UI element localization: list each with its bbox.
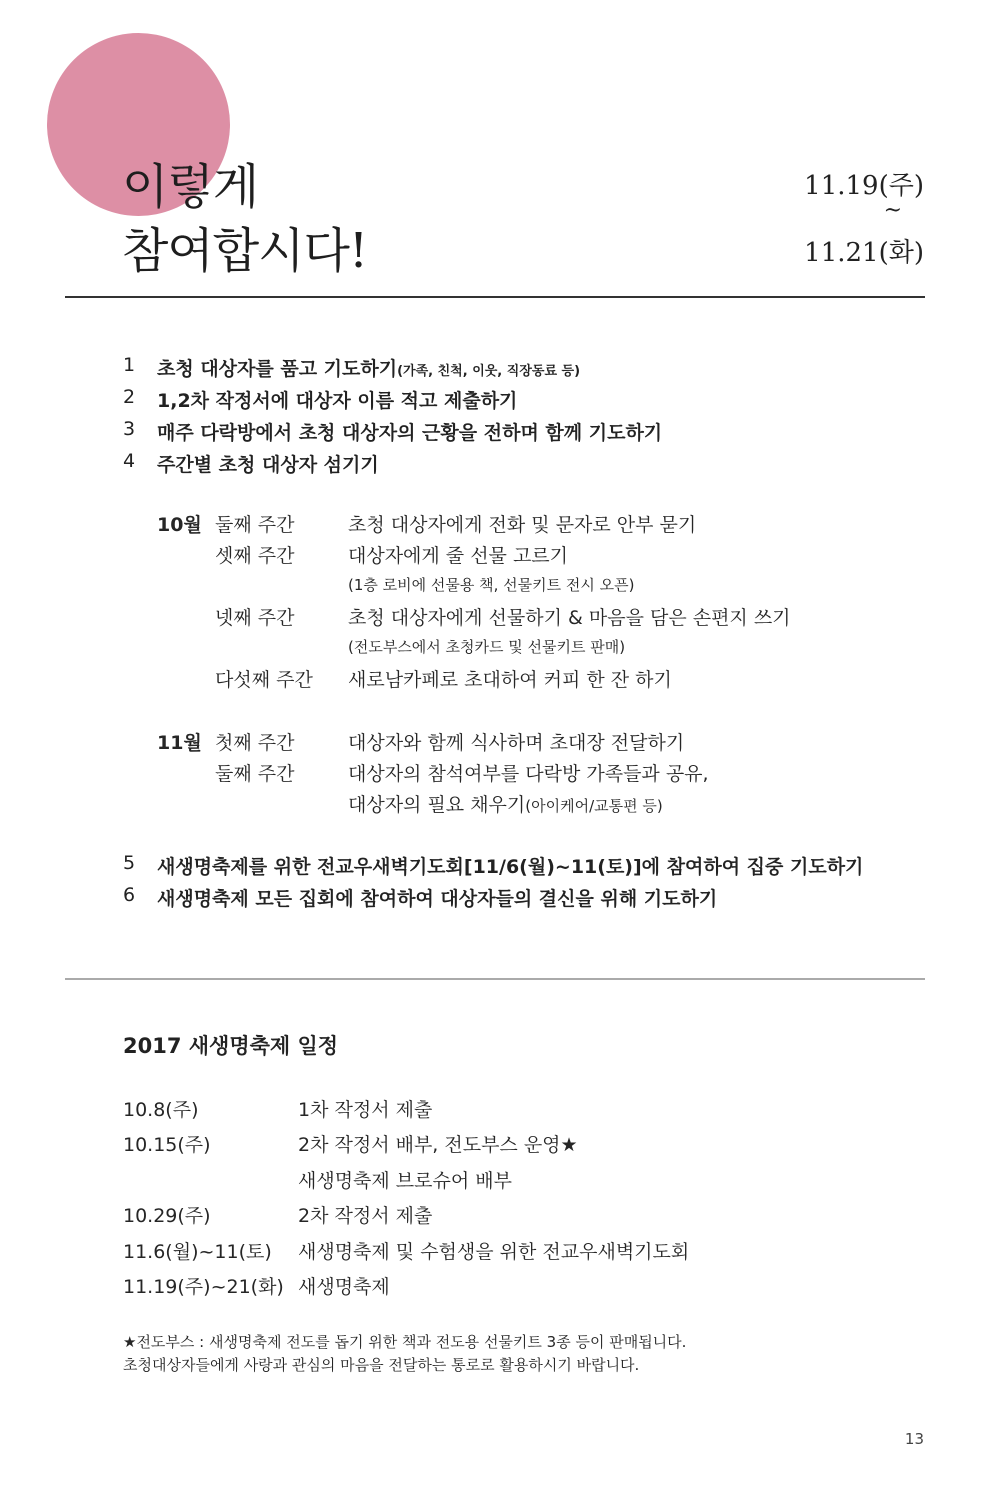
schedule-date: 11.6(월)~11(토) [123,1241,272,1263]
schedule-date: 10.29(주) [123,1205,211,1227]
week-desc-text: 대상자의 필요 채우기 [348,794,526,816]
step-text: 새생명축제를 위한 전교우새벽기도회[11/6(월)~11(토)]에 참여하여 집중 기도하기 [157,856,864,878]
section-divider [65,978,925,980]
week-name: 둘째 주간 [215,763,295,785]
step-text: 주간별 초청 대상자 섬기기 [157,454,379,476]
step-number: 6 [123,884,136,906]
week-note: (아이케어/교통편 등) [525,797,663,815]
page-number: 13 [904,1430,924,1448]
week-name: 첫째 주간 [215,732,295,754]
header-divider [65,296,925,298]
schedule-event: 새생명축제 및 수험생을 위한 전교우새벽기도회 [298,1241,690,1263]
step-number: 4 [123,450,136,472]
schedule-event: 새생명축제 [298,1276,390,1298]
step-number: 2 [123,386,136,408]
week-name: 다섯째 주간 [215,669,313,691]
schedule-event: 2차 작정서 배부, 전도부스 운영★ [298,1134,578,1156]
page-title-line2: 참여합시다! [122,223,368,279]
event-end-date: 11.21(화) [804,238,924,268]
page-title-line1: 이렇게 [122,159,259,215]
week-desc: 새로남카페로 초대하여 커피 한 잔 하기 [348,669,672,691]
week-desc: 초청 대상자에게 전화 및 문자로 안부 묻기 [348,514,697,536]
week-desc: 대상자의 참석여부를 다락방 가족들과 공유, [348,763,709,785]
schedule-event: 2차 작정서 제출 [298,1205,433,1227]
week-note: (1층 로비에 선물용 책, 선물키트 전시 오픈) [348,576,635,594]
step-text: 1,2차 작정서에 대상자 이름 적고 제출하기 [157,390,518,412]
week-note: (전도부스에서 초청카드 및 선물키트 판매) [348,638,626,656]
step-text: 매주 다락방에서 초청 대상자의 근황을 전하며 함께 기도하기 [157,422,663,444]
schedule-date: 11.19(주)~21(화) [123,1276,284,1298]
step-text: 초청 대상자를 품고 기도하기 [157,358,398,380]
step-note: (가족, 친척, 이웃, 직장동료 등) [397,364,581,379]
event-date-tilde: ~ [883,198,902,223]
week-desc: 대상자와 함께 식사하며 초대장 전달하기 [348,732,685,754]
step-number: 1 [123,354,136,376]
schedule-event: 1차 작정서 제출 [298,1099,433,1121]
step-text: 새생명축제 모든 집회에 참여하여 대상자들의 결신을 위해 기도하기 [157,888,718,910]
schedule-event: 새생명축제 브로슈어 배부 [298,1170,512,1192]
event-start-date: 11.19(주) [804,171,924,201]
step-number: 3 [123,418,136,440]
footnote-line1: ★전도부스 : 새생명축제 전도를 돕기 위한 책과 전도용 선물키트 3종 등이 판매됩니다. [123,1333,687,1351]
month-label-oct: 10월 [157,514,202,536]
schedule-title: 2017 새생명축제 일정 [123,1034,339,1058]
week-name: 둘째 주간 [215,514,295,536]
week-name: 넷째 주간 [215,607,295,629]
week-desc-line2 [348,790,663,817]
month-label-nov: 11월 [157,732,202,754]
week-desc: 대상자에게 줄 선물 고르기 [348,545,569,567]
footnote-line2: 초청대상자들에게 사랑과 관심의 마음을 전달하는 통로로 활용하시기 바랍니다. [123,1356,640,1374]
schedule-date: 10.8(주) [123,1099,199,1121]
week-name: 셋째 주간 [215,545,295,567]
schedule-date: 10.15(주) [123,1134,211,1156]
step-number: 5 [123,852,136,874]
week-desc: 초청 대상자에게 선물하기 & 마음을 담은 손편지 쓰기 [348,607,791,629]
